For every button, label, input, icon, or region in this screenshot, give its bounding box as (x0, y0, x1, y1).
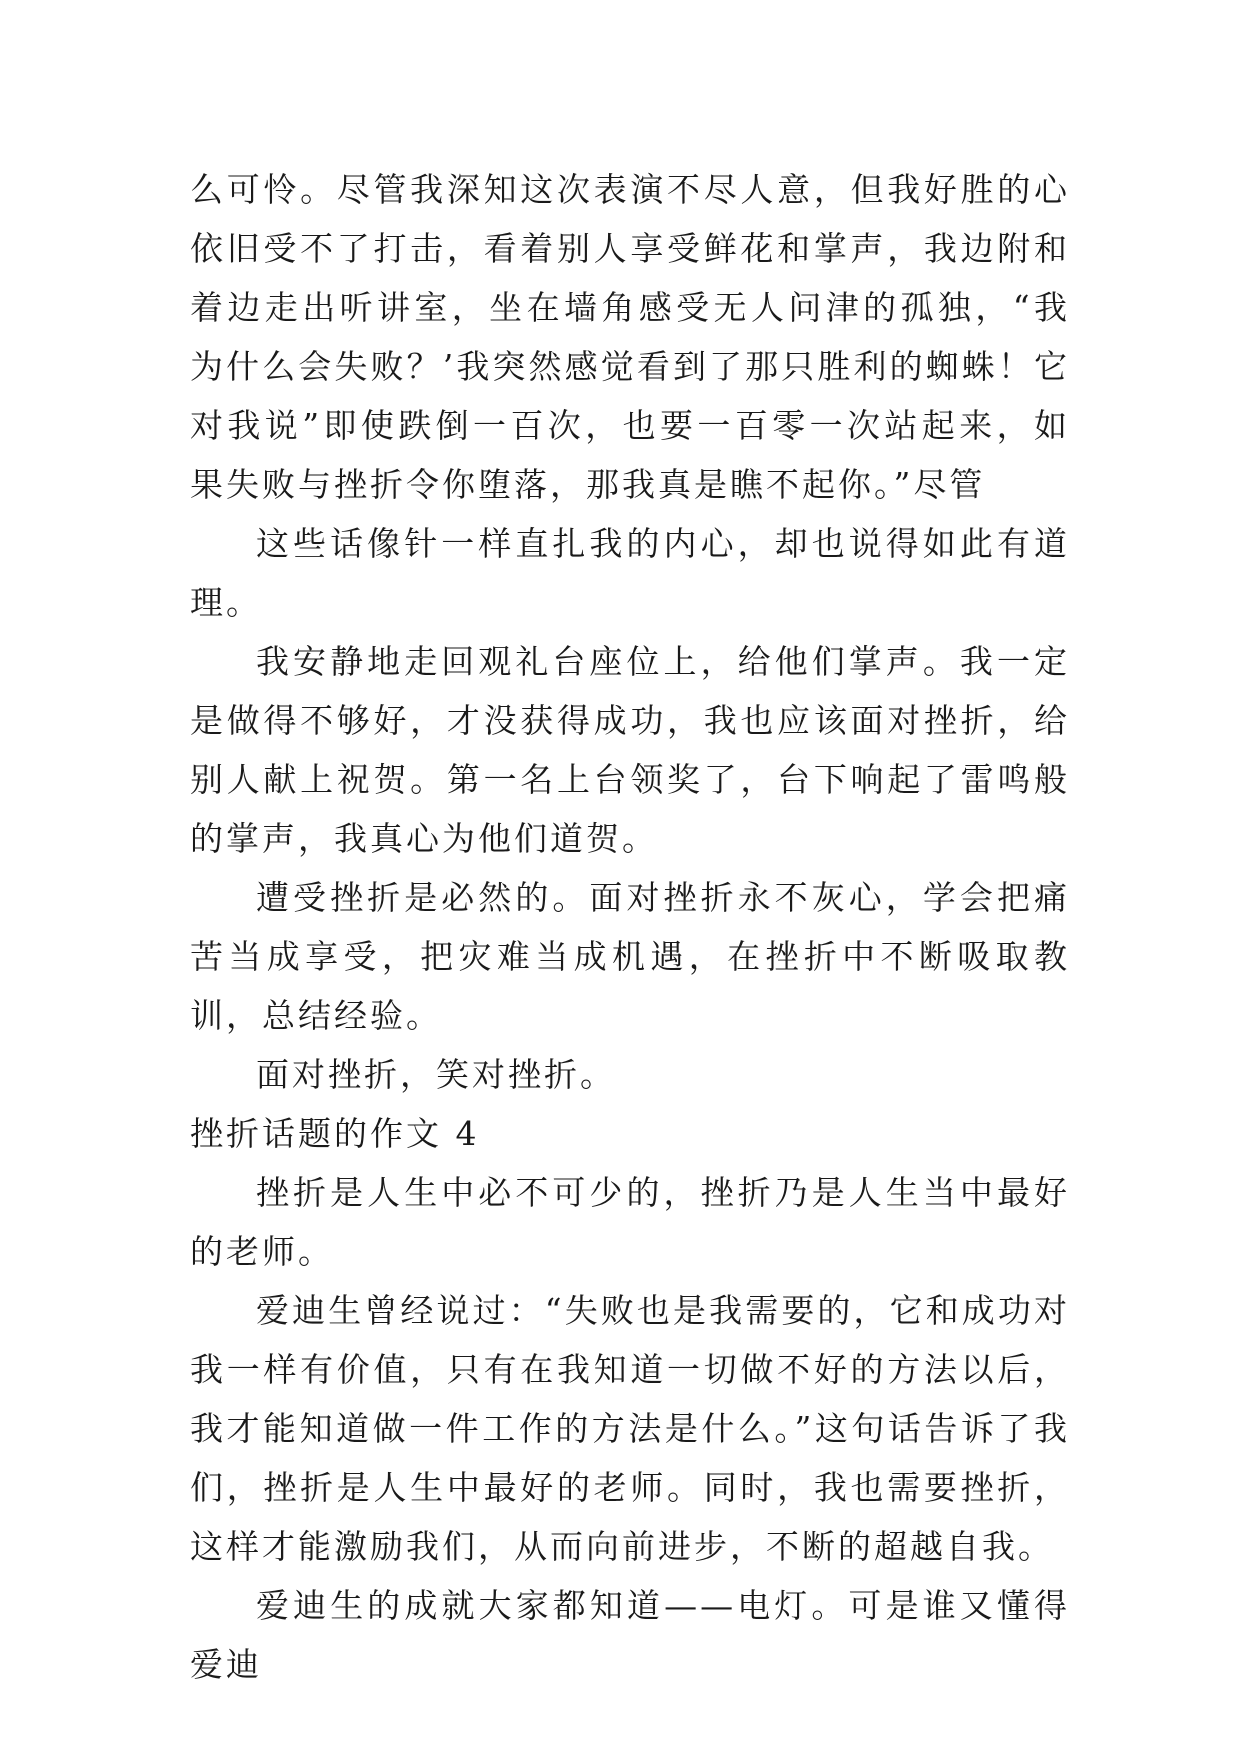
paragraph: 爱迪生曾经说过：“失败也是我需要的，它和成功对我一样有价值，只有在我知道一切做不好的方法以后，我才能知道做一件工作的方法是什么。”这句话告诉了我们，挫折是人生中最好的老师。同时，我也需要挫折，这样才能激励我们，从而向前进步，不断的超越自我。 (190, 1291, 1070, 1566)
paragraph: 么可怜。尽管我深知这次表演不尽人意，但我好胜的心依旧受不了打击，看着别人享受鲜花和掌声，我边附和着边走出听讲室，坐在墙角感受无人问津的孤独，“我为什么会失败？’我突然感觉看到了那只胜利的蜘蛛！它对我说”即使跌倒一百次，也要一百零一次站起来，如果失败与挫折令你堕落，那我真是瞧不起你。”尽管 (190, 170, 1070, 504)
document-body (190, 160, 1070, 1694)
paragraph: 我安静地走回观礼台座位上，给他们掌声。我一定是做得不够好，才没获得成功，我也应该面对挫折，给别人献上祝贺。第一名上台领奖了，台下响起了雷鸣般的掌声，我真心为他们道贺。 (190, 642, 1070, 858)
paragraph: 爱迪生的成就大家都知道——电灯。可是谁又懂得爱迪 (190, 1586, 1070, 1684)
paragraph: 这些话像针一样直扎我的内心，却也说得如此有道理。 (190, 524, 1070, 622)
paragraph: 遭受挫折是必然的。面对挫折永不灰心，学会把痛苦当成享受，把灾难当成机遇，在挫折中不断吸取教训，总结经验。 (190, 878, 1070, 1035)
paragraph: 挫折是人生中必不可少的，挫折乃是人生当中最好的老师。 (190, 1173, 1070, 1271)
paragraph: 面对挫折，笑对挫折。 (256, 1055, 616, 1094)
section-heading: 挫折话题的作文 4 (190, 1114, 480, 1153)
